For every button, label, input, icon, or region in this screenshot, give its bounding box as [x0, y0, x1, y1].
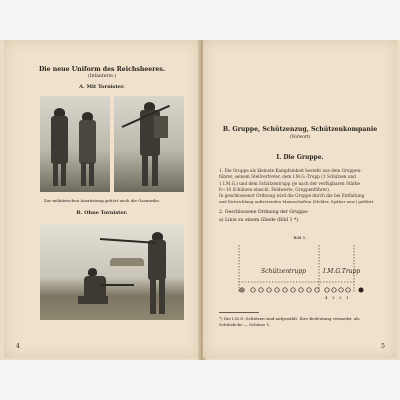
position-number-2: 2	[339, 295, 342, 300]
paragraph-line-1: 1. Die Gruppe als kleinste Kampfeinheit besteht aus dem Gruppen-	[219, 168, 362, 173]
right-page-number: 5	[381, 343, 385, 350]
heading-geschlossene-ordnung: 2. Geschlossene Ordnung der Gruppe:	[219, 210, 309, 215]
open-book	[0, 40, 400, 360]
label-schuetzentrupp: Schützentrupp	[261, 268, 307, 275]
right-page-title: B. Gruppe, Schützenzug, Schützenkompanie	[222, 126, 378, 133]
footnote-line-1: *) Die I.M.G.-Schützen sind aufgezählt. Ihre Bedeutung vermerkt, als	[219, 316, 360, 321]
position-number-4: 4	[325, 295, 328, 300]
photo-soldier-aiming	[114, 96, 184, 192]
footnote-divider	[219, 312, 259, 313]
section-b-heading: B. Ohne Tornister.	[76, 210, 128, 216]
photo-soldiers-with-packs	[40, 96, 110, 192]
photo-soldiers-firing	[40, 224, 184, 320]
paragraph-line-2: führer, seinem Stellvertreter, dem I.M.G.-Trupp (1 Schützen und	[219, 174, 356, 180]
heading-die-gruppe: I. Die Gruppe.	[276, 154, 324, 161]
paragraph-line-4: 6—10 Schützen einschl. Feldwerte, Gruppenführer).	[219, 186, 331, 192]
position-number-1: 1	[346, 295, 349, 300]
formation-diagram	[203, 40, 397, 358]
paragraph-line-3: 1 I.M.G.) und dem Schützentrupp (je nach der verfügbaren Stärke	[219, 180, 361, 186]
right-page-title-note: (Vorwort)	[289, 134, 311, 139]
footnote-line-2: Schützliche — Schütze 1.	[219, 322, 271, 327]
left-page	[4, 40, 200, 358]
paragraph-line-5: In geschlossener Ordnung wird die Gruppe durch die bei Entfaltung	[219, 193, 365, 199]
position-number-3: 3	[332, 295, 335, 300]
label-lmg-trupp: I.M.G.Trupp	[323, 268, 361, 275]
section-a-heading: A. Mit Tornister.	[79, 84, 125, 90]
figure-label: Bild 1.	[293, 235, 307, 240]
right-page	[203, 40, 397, 358]
left-page-subtitle: (Infanterie.)	[87, 74, 117, 79]
left-page-title: Die neue Uniform des Reichsheeres.	[38, 66, 166, 73]
paragraph-line-6: und Entwicklung auftretenden Mannschaften (Melder, Späher usw.) geführt.	[219, 199, 375, 205]
item-linie: a) Linie zu einem Gliede (Bild 1 *).	[219, 218, 300, 223]
caption-a: Zur militärischen Ausrüstung gehört auch die Gasmaske.	[43, 198, 161, 203]
left-page-number: 4	[16, 343, 20, 350]
